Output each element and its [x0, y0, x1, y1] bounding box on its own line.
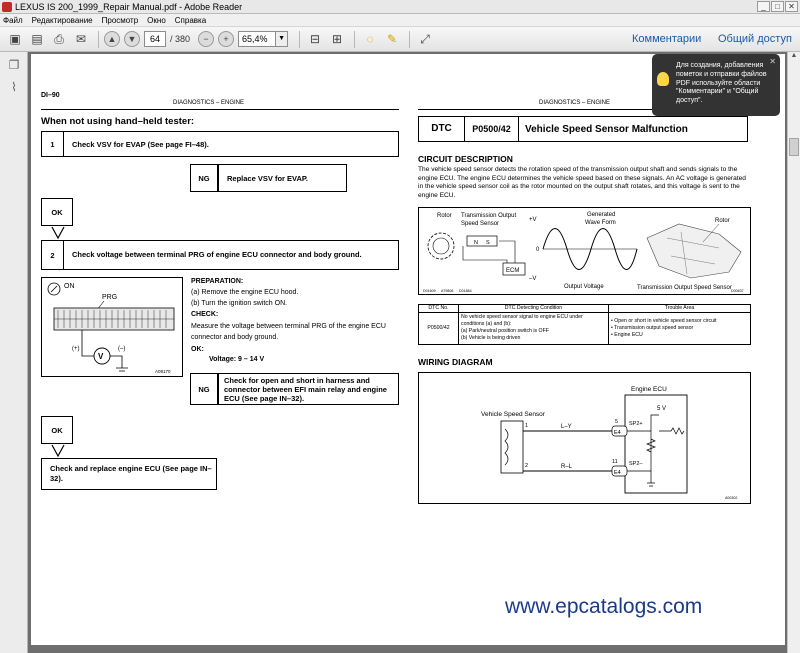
figure-id: D01864: [459, 289, 472, 293]
highlight-icon[interactable]: ✎: [387, 32, 398, 46]
heading: When not using hand–held tester:: [41, 116, 195, 127]
dtc-title: Vehicle Speed Sensor Malfunction: [525, 123, 688, 135]
condition-line: (a) Park/neutral position switch is OFF: [461, 328, 549, 335]
table-cell-condition: [459, 313, 609, 345]
speed-sensor-figure: [418, 207, 751, 295]
ok-tag-2: OK: [41, 416, 73, 444]
dtc-table: [418, 304, 751, 345]
table-header-row: [419, 305, 751, 313]
ecu-connector-figure: [41, 277, 183, 377]
previous-page-icon[interactable]: ▲: [104, 31, 120, 47]
ng-2-action: [218, 373, 399, 405]
tos-full-label: Transmission Output Speed Sensor: [637, 285, 732, 291]
figure-id: D00637: [731, 289, 744, 293]
preparation-title: PREPARATION:: [191, 278, 244, 285]
magnet-n-label: N: [474, 240, 478, 246]
generated-label: Generated: [587, 212, 616, 218]
watermark: www.epcatalogs.com: [505, 595, 703, 618]
tos-label-1: Transmission Output: [461, 213, 517, 219]
step-2-box: [41, 240, 399, 270]
zoom-in-icon[interactable]: +: [218, 31, 234, 47]
minimize-button[interactable]: _: [757, 1, 770, 12]
vehicle-speed-sensor-label: Vehicle Speed Sensor: [481, 411, 545, 418]
sp2-minus-label: SP2–: [629, 461, 643, 467]
step-1-text: Check VSV for EVAP (See page FI–48).: [72, 139, 209, 149]
print-icon[interactable]: ⎙: [54, 31, 64, 46]
step-2-number: 2: [42, 241, 64, 269]
check-title: CHECK:: [191, 311, 219, 318]
attachments-icon[interactable]: ⌇: [11, 80, 17, 94]
ecu-connector-drawing: [42, 278, 182, 376]
ng-tag-1: NG: [190, 164, 218, 192]
down-arrow-icon: [51, 226, 65, 240]
fit-width-icon[interactable]: ⊞: [332, 32, 343, 46]
ng-1-text: Replace VSV for EVAP.: [227, 173, 309, 183]
menu-file[interactable]: Файл: [3, 15, 23, 25]
menu-help[interactable]: Справка: [174, 15, 207, 25]
table-cell-trouble-area: [609, 313, 751, 345]
final-step-box: [41, 458, 217, 490]
circuit-description-text: The vehicle speed sensor detects the rotation speed of the transmission output shaft and sends signals to the engine ECU. The engine ECU determines the vehicle speed based on these signals. An AC voltage is generated in the vehicle speed sensor coil as the rotor mounted on the output shaft rotates, and this voltage is sent to the engine ECU.: [418, 166, 746, 199]
trouble-line: • Transmission output speed sensor: [611, 325, 694, 331]
toolbar-divider: [299, 31, 300, 48]
wire-ly-label: L–Y: [561, 424, 572, 430]
wave-form-label: Wave Form: [585, 220, 616, 226]
figure-id: AT9806: [441, 289, 454, 293]
pin-5-label: 5: [615, 419, 619, 425]
close-button[interactable]: ✕: [785, 1, 798, 12]
condition-line: (b) Vehicle is being driven: [461, 335, 521, 342]
share-button[interactable]: Общий доступ: [718, 33, 792, 45]
minus-v-label: –V: [529, 276, 537, 282]
table-header: Trouble Area: [609, 305, 751, 313]
engine-ecu-label: Engine ECU: [631, 386, 667, 393]
comments-button[interactable]: Комментарии: [632, 33, 702, 45]
fit-page-icon[interactable]: ⊟: [310, 32, 321, 46]
down-arrow-icon: [51, 444, 65, 458]
trouble-line: • Open or short in vehicle speed sensor circuit: [611, 317, 717, 324]
dtc-label: DTC: [419, 117, 465, 141]
right-header: DIAGNOSTICS – ENGINE: [539, 100, 611, 106]
navigation-panel: [0, 52, 28, 653]
step-2-text: Check voltage between terminal PRG of engine ECU connector and body ground.: [72, 249, 362, 259]
final-step-text: Check and replace engine ECU (See page IN–32).: [50, 464, 212, 483]
window-title: LEXUS IS 200_1999_Repair Manual.pdf - Adobe Reader: [15, 1, 243, 12]
next-page-icon[interactable]: ▼: [124, 31, 140, 47]
scroll-thumb[interactable]: [789, 138, 799, 156]
page-total: / 380: [170, 34, 191, 44]
toolbar-divider: [409, 31, 410, 48]
menu-edit[interactable]: Редактирование: [31, 15, 93, 25]
svg-text:(–): (–): [118, 346, 126, 352]
pin-11-label: 11: [612, 459, 618, 465]
ecm-label: ECM: [506, 268, 520, 274]
ok-title: OK:: [191, 346, 204, 353]
maximize-button[interactable]: □: [771, 1, 784, 12]
preparation-step-b: (b) Turn the ignition switch ON.: [191, 300, 288, 307]
scroll-up-icon[interactable]: ▲: [790, 52, 798, 59]
figure-prg-label: PRG: [102, 294, 118, 301]
pin-2-label: 2: [525, 463, 529, 469]
table-cell-dtc: P0500/42: [419, 313, 459, 345]
menu-view[interactable]: Просмотр: [101, 15, 139, 25]
zoom-out-icon[interactable]: −: [198, 31, 214, 47]
zoom-input[interactable]: 65,4%: [238, 31, 276, 47]
connector-e4-label: E4: [614, 470, 621, 476]
figure-on-label: ON: [64, 283, 75, 290]
step-1-box: [41, 131, 399, 157]
table-header: DTC Detecting Condition: [459, 305, 609, 313]
ng-1-action: [218, 164, 347, 192]
save-icon[interactable]: ▤: [31, 32, 43, 46]
plus-v-label: +V: [529, 217, 537, 223]
page-id: DI–90: [41, 92, 60, 99]
rotor-label: Rotor: [437, 213, 452, 219]
ng-tag-2: NG: [190, 373, 218, 405]
toolbar-divider: [98, 31, 99, 48]
toolbar-divider: [354, 31, 355, 48]
dtc-code: P0500/42: [465, 117, 519, 141]
zero-label: 0: [536, 247, 540, 253]
five-volt-label: 5 V: [657, 406, 667, 412]
help-tooltip: [652, 54, 780, 116]
zoom-dropdown-icon[interactable]: ▼: [276, 31, 288, 47]
pdf-page: [31, 54, 785, 645]
sp2-plus-label: SP2+: [629, 421, 643, 427]
ok-tag-1: OK: [41, 198, 73, 226]
step-1-number: 1: [42, 132, 64, 156]
table-row: [419, 313, 751, 345]
wiring-diagram-drawing: [419, 373, 750, 503]
close-tooltip-icon[interactable]: ✕: [769, 57, 776, 66]
magnet-s-label: S: [486, 240, 490, 246]
dtc-banner: [418, 116, 748, 142]
circuit-description-title: CIRCUIT DESCRIPTION: [418, 154, 513, 164]
ok-voltage: Voltage: 9 – 14 V: [209, 356, 265, 363]
wire-rl-label: R–L: [561, 464, 573, 470]
connector-e4-label: E4: [614, 430, 621, 436]
vertical-scrollbar[interactable]: [787, 52, 800, 653]
title-bar: [0, 0, 800, 14]
output-voltage-label: Output Voltage: [564, 284, 604, 290]
email-icon[interactable]: ✉: [75, 32, 87, 46]
tooltip-text: Для создания, добавления пометок и отправки файлов PDF используйте области "Комментарии" и "Общий доступ".: [676, 62, 767, 104]
menu-window[interactable]: Окно: [147, 15, 166, 25]
table-header: DTC No.: [419, 305, 459, 313]
left-header: DIAGNOSTICS – ENGINE: [173, 100, 245, 106]
rotor-2-label: Rotor: [715, 218, 730, 224]
pages-icon[interactable]: ❐: [8, 58, 20, 72]
adobe-reader-icon: [2, 2, 12, 12]
condition-line: No vehicle speed sensor signal to engine ECU under conditions (a) and (b):: [461, 314, 583, 328]
figure-id: A09170: [155, 369, 171, 374]
expand-icon[interactable]: ⤢: [420, 31, 430, 46]
figure-id: A00302: [725, 496, 738, 500]
menu-bar: [0, 14, 800, 27]
pin-1-label: 1: [525, 423, 529, 429]
create-pdf-icon[interactable]: ▣: [9, 32, 21, 46]
check-text: Measure the voltage between terminal PRG of the engine ECU connector and body ground.: [191, 323, 386, 341]
tos-label-2: Speed Sensor: [461, 221, 500, 227]
speed-sensor-drawing: [419, 208, 750, 294]
lightbulb-icon: [657, 72, 669, 86]
trouble-line: • Engine ECU: [611, 332, 643, 339]
svg-text:(+): (+): [72, 346, 80, 352]
wiring-diagram-title: WIRING DIAGRAM: [418, 357, 493, 367]
ng-2-text: Check for open and short in harness and connector between EFI main relay and engine ECU (See page IN–32).: [224, 375, 387, 403]
svg-text:V: V: [98, 352, 104, 361]
preparation-step-a: (a) Remove the engine ECU hood.: [191, 289, 299, 296]
page-number-input[interactable]: 64: [144, 31, 166, 47]
wiring-diagram: [418, 372, 751, 504]
figure-id: D01609: [423, 289, 436, 293]
window-controls: [757, 1, 798, 12]
header-rule: [41, 109, 399, 110]
comment-icon[interactable]: ◌: [366, 32, 374, 46]
